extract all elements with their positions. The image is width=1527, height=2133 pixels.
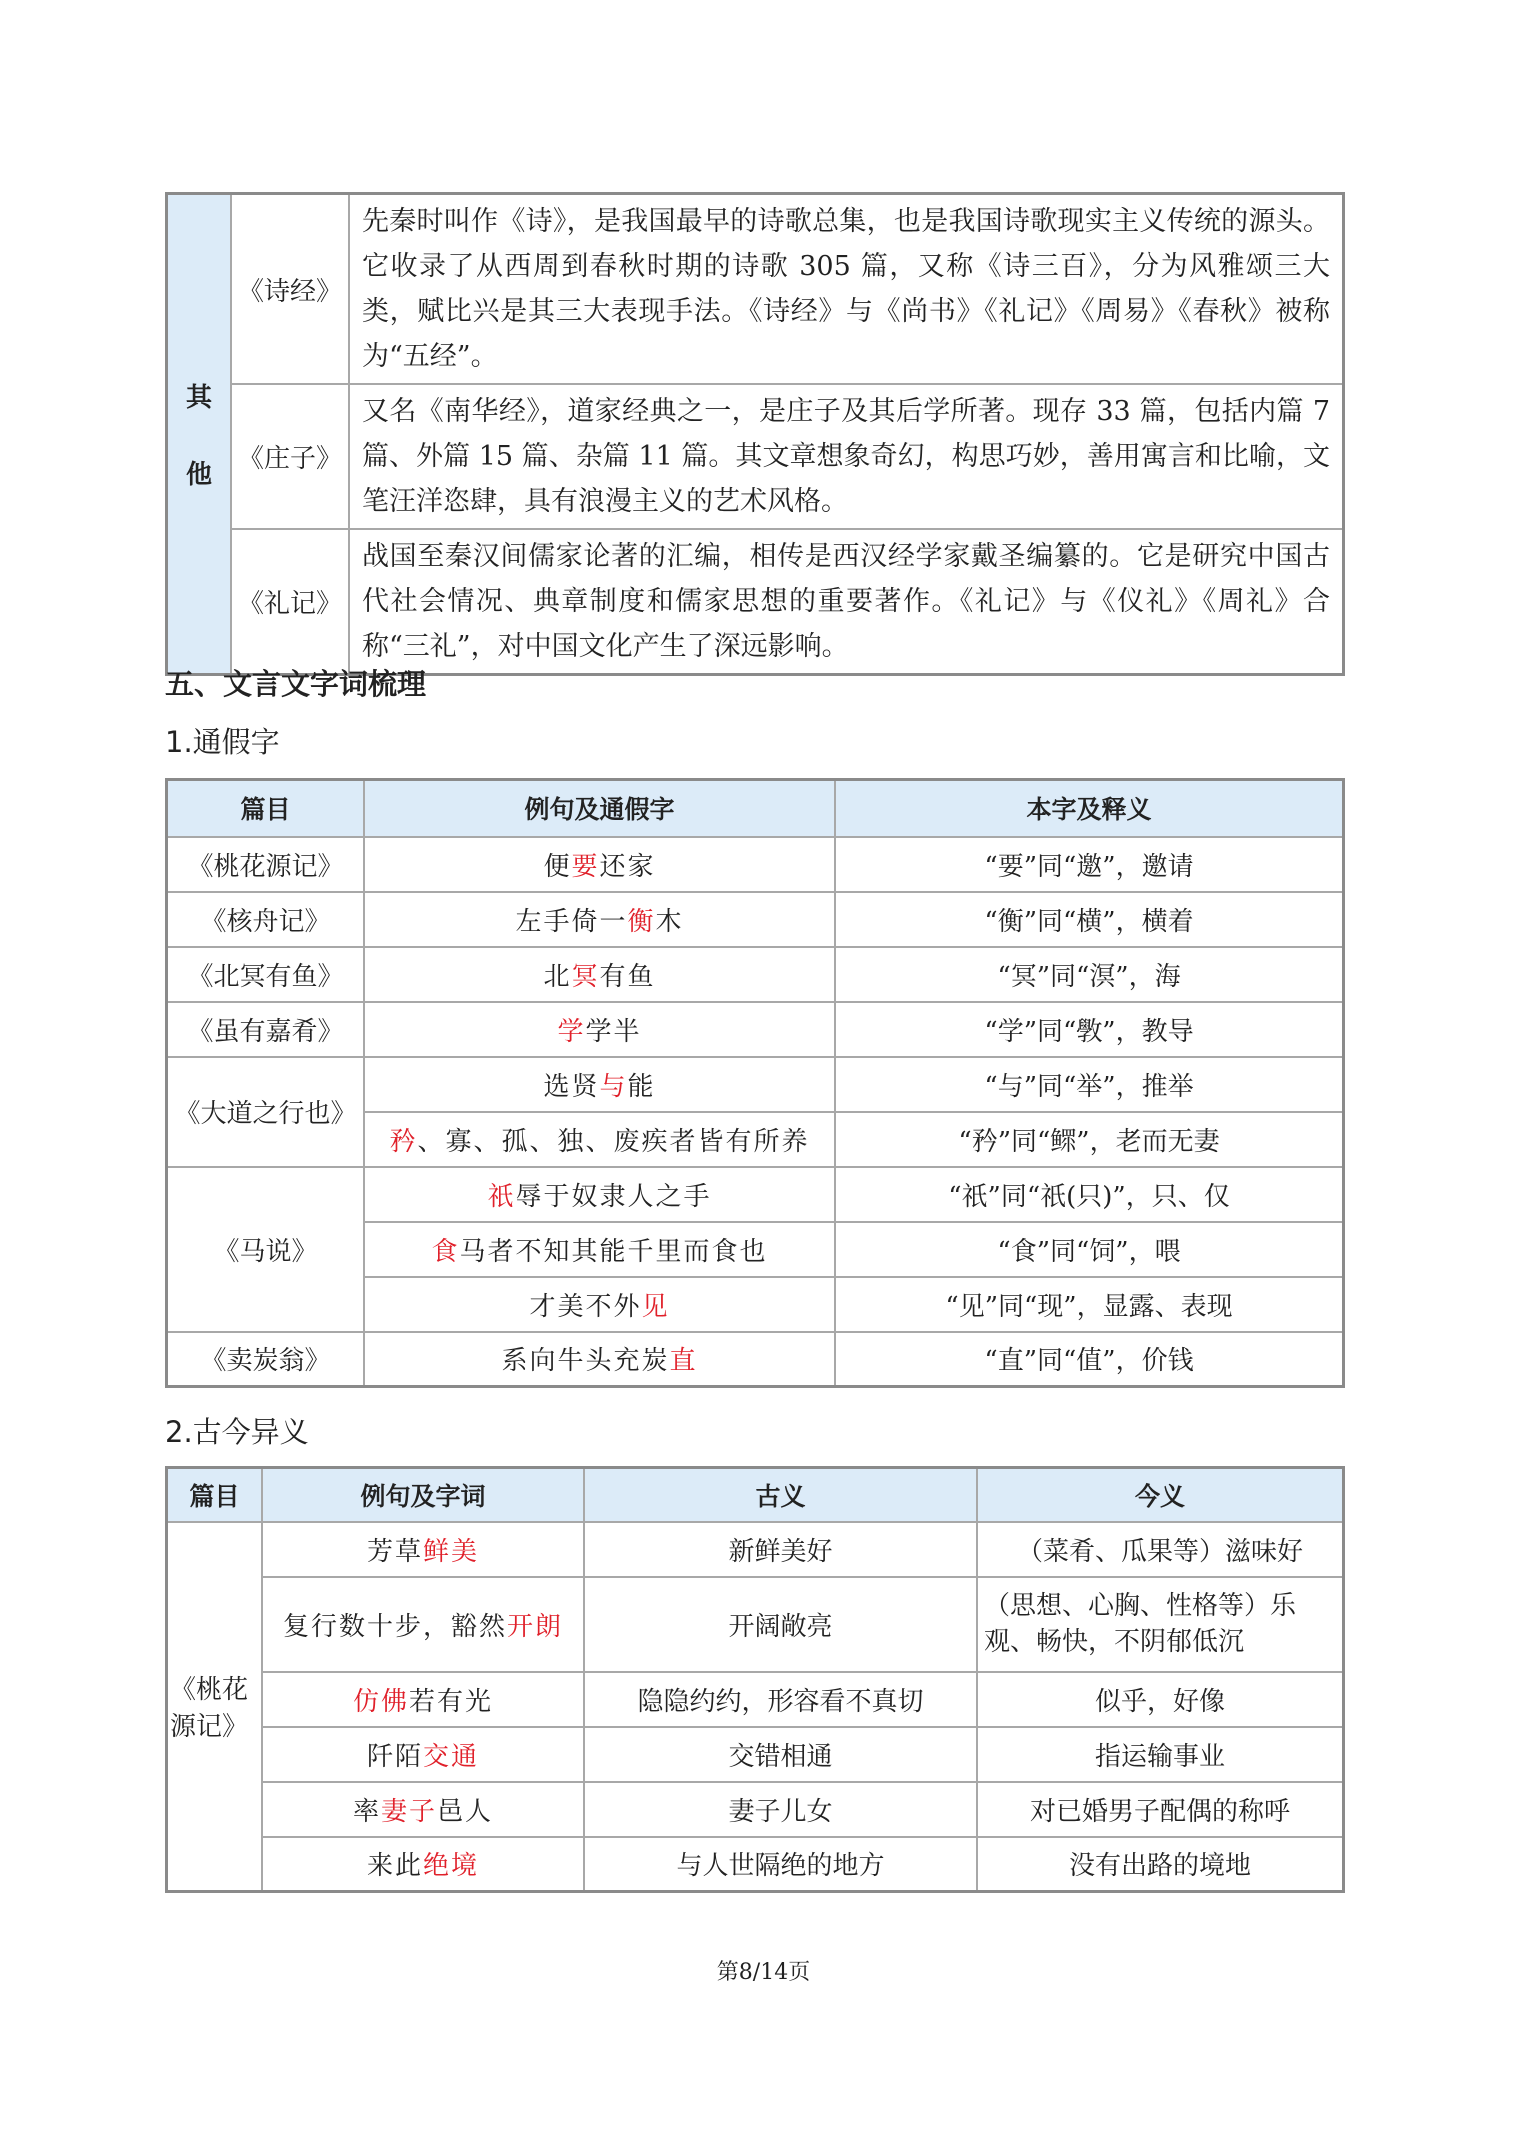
highlighted-word: 与 [599,1071,628,1102]
sentence-text: 能 [627,1071,656,1102]
table-row [167,1057,1344,1112]
example-sentence [262,1522,584,1577]
sentence-text: 芳草 [366,1536,423,1567]
column-header: 古义 [584,1468,977,1522]
table-row [167,1727,1344,1782]
gujin-table [165,1466,1345,1893]
highlighted-word: 见 [641,1291,670,1322]
category-char: 他 [185,460,212,490]
table-row [167,1002,1344,1057]
sentence-text: 北 [543,961,572,992]
example-sentence [262,1577,584,1672]
column-header: 例句及通假字 [364,780,835,837]
table-row [167,1672,1344,1727]
table-row [167,1837,1344,1892]
example-sentence [364,1167,835,1222]
highlighted-word: 矜 [389,1126,418,1157]
sentence-text: 系向牛头充炭 [501,1346,670,1377]
table-row [167,892,1344,947]
section-heading: 五、文言文字词梳理 [165,667,427,701]
example-sentence [364,892,835,947]
example-sentence [262,1837,584,1892]
book-description: 先秦时叫作《诗》，是我国最早的诗歌总集，也是我国诗歌现实主义传统的源头。它收录了从西周到春秋时期的诗歌 305 篇，又称《诗三百》，分为风雅颂三大类，赋比兴是其三大表现手法。《诗经》与《尚书》《礼记》《周易》《春秋》被称为“五经”。 [349,194,1344,385]
modern-meaning: 指运输事业 [977,1727,1344,1782]
subsection-heading: 1.通假字 [165,725,280,759]
highlighted-word: 仿佛 [352,1686,409,1717]
column-header: 本字及释义 [835,780,1344,837]
highlighted-word: 绝境 [423,1851,480,1882]
sentence-text: 来此 [366,1851,423,1882]
chapter-title: 《卖炭翁》 [167,1332,365,1387]
tongjia-table [165,778,1345,1388]
modern-meaning: 对已婚男子配偶的称呼 [977,1782,1344,1837]
sentence-text: 还家 [599,851,656,882]
sentence-text: 、寡、孤、独、废疾者皆有所养 [417,1126,810,1157]
highlighted-word: 鲜美 [423,1536,480,1567]
table-row [167,1332,1344,1387]
ancient-meaning: 交错相通 [584,1727,977,1782]
example-sentence [364,1112,835,1167]
modern-meaning: （菜肴、瓜果等）滋味好 [977,1522,1344,1577]
table-row [167,947,1344,1002]
meaning: “要”同“邀”，邀请 [835,837,1344,892]
example-sentence [262,1672,584,1727]
sentence-text: 马者不知其能千里而食也 [459,1236,768,1267]
table-row [167,1577,1344,1672]
highlighted-word: 直 [669,1346,698,1377]
example-sentence [364,947,835,1002]
sentence-text: 辱于奴隶人之手 [515,1181,712,1212]
book-description: 战国至秦汉间儒家论著的汇编，相传是西汉经学家戴圣编纂的。它是研究中国古代社会情况、典章制度和儒家思想的重要著作。《礼记》与《仪礼》《周礼》合称“三礼”，对中国文化产生了深远影响。 [349,529,1344,675]
example-sentence [364,1002,835,1057]
sentence-text: 邑人 [437,1796,494,1827]
sentence-text: 便 [543,851,572,882]
sentence-text: 才美不外 [529,1291,642,1322]
sentence-text: 率 [352,1796,381,1827]
meaning: “见”同“现”，显露、表现 [835,1277,1344,1332]
page-number: 第8/14页 [716,1960,811,1985]
book-description: 又名《南华经》，道家经典之一，是庄子及其后学所著。现存 33 篇，包括内篇 7 篇、外篇 15 篇、杂篇 11 篇。其文章想象奇幻，构思巧妙，善用寓言和比喻，文笔汪洋恣肆，具有浪漫主义的艺术风格。 [349,384,1344,529]
column-header: 例句及字词 [262,1468,584,1522]
other-classics-table [165,192,1345,676]
example-sentence [364,1222,835,1277]
sentence-text: 左手倚一 [515,906,628,937]
book-title: 《礼记》 [231,529,349,675]
table-row [167,1782,1344,1837]
column-header: 篇目 [167,780,365,837]
table-row [167,1522,1344,1577]
ancient-meaning: 新鲜美好 [584,1522,977,1577]
chapter-title: 《桃花源记》 [167,1522,263,1892]
table-row [167,1167,1344,1222]
example-sentence [262,1727,584,1782]
example-sentence [262,1782,584,1837]
highlighted-word: 开朗 [507,1611,564,1642]
modern-meaning: 似乎，好像 [977,1672,1344,1727]
meaning: “矜”同“鳏”，老而无妻 [835,1112,1344,1167]
category-label [167,194,232,675]
chapter-title: 《虽有嘉肴》 [167,1002,365,1057]
sentence-text: 学半 [585,1016,642,1047]
meaning: “祇”同“祇(只)”，只、仅 [835,1167,1344,1222]
meaning: “衡”同“横”，横着 [835,892,1344,947]
sentence-text: 阡陌 [366,1741,423,1772]
chapter-title: 《桃花源记》 [167,837,365,892]
chapter-title: 《马说》 [167,1167,365,1332]
sentence-text: 复行数十步，豁然 [282,1611,507,1642]
ancient-meaning: 妻子儿女 [584,1782,977,1837]
subsection-heading: 2.古今异义 [165,1415,309,1449]
example-sentence [364,1057,835,1112]
ancient-meaning: 隐隐约约，形容看不真切 [584,1672,977,1727]
chapter-title: 《核舟记》 [167,892,365,947]
ancient-meaning: 与人世隔绝的地方 [584,1837,977,1892]
meaning: “直”同“值”，价钱 [835,1332,1344,1387]
example-sentence [364,1332,835,1387]
sentence-text: 有鱼 [599,961,656,992]
meaning: “与”同“举”，推举 [835,1057,1344,1112]
highlighted-word: 妻子 [380,1796,437,1827]
modern-meaning: 没有出路的境地 [977,1837,1344,1892]
book-title: 《庄子》 [231,384,349,529]
example-sentence [364,837,835,892]
sentence-text: 若有光 [409,1686,494,1717]
highlighted-word: 学 [557,1016,586,1047]
book-title: 《诗经》 [231,194,349,385]
sentence-text: 木 [655,906,684,937]
chapter-title: 《大道之行也》 [167,1057,365,1167]
highlighted-word: 食 [431,1236,460,1267]
chapter-title: 《北冥有鱼》 [167,947,365,1002]
highlighted-word: 交通 [423,1741,480,1772]
highlighted-word: 要 [571,851,600,882]
highlighted-word: 衡 [627,906,656,937]
meaning: “学”同“斆”，教导 [835,1002,1344,1057]
category-char: 其 [185,383,212,413]
table-row [167,837,1344,892]
highlighted-word: 冥 [571,961,600,992]
meaning: “冥”同“溟”，海 [835,947,1344,1002]
modern-meaning: （思想、心胸、性格等）乐观、畅快，不阴郁低沉 [977,1577,1344,1672]
column-header: 篇目 [167,1468,263,1522]
meaning: “食”同“饲”，喂 [835,1222,1344,1277]
column-header: 今义 [977,1468,1344,1522]
example-sentence [364,1277,835,1332]
sentence-text: 选贤 [543,1071,600,1102]
highlighted-word: 祇 [487,1181,516,1212]
ancient-meaning: 开阔敞亮 [584,1577,977,1672]
